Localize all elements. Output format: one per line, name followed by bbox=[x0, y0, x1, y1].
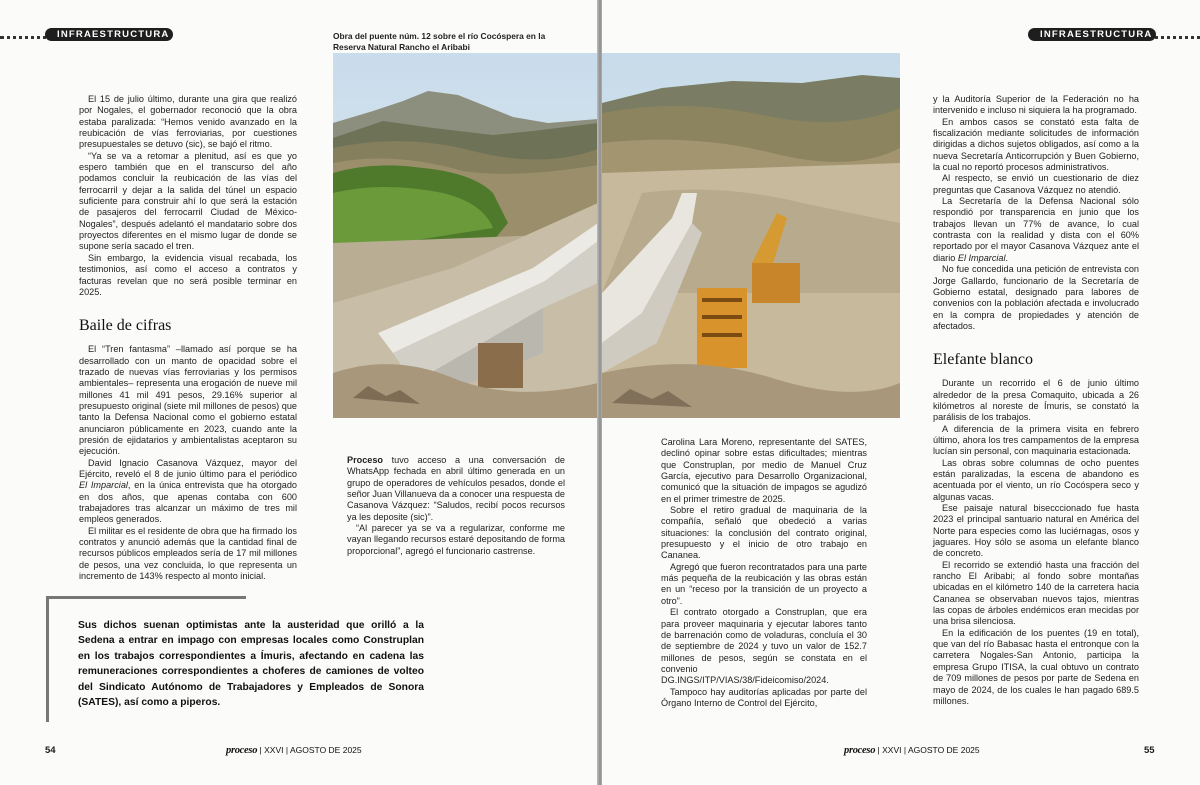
paragraph: En ambos casos se constató esta falta de fiscalización mediante solicitudes de información dirigidas a dichos sujetos obligados, así como a la nueva Secretaría Anticorrupción y Buen Gobierno, la cual no reportó procesos administrativos. bbox=[933, 116, 1139, 173]
page-number: 55 bbox=[1144, 745, 1155, 756]
section-dots bbox=[1148, 36, 1200, 39]
footer-issue: XXVI bbox=[264, 745, 284, 755]
paragraph: El militar es el residente de obra que ha firmado los contratos y anunció además que la cantidad final de recursos públicos empleados sería de 17 mil millones de pesos, una vez concluida, lo que representa un incremento de 143% respecto al monto inicial. bbox=[79, 525, 297, 582]
paragraph bbox=[79, 458, 297, 526]
publication-name: El Imparcial bbox=[79, 480, 128, 491]
paragraph bbox=[933, 196, 1139, 264]
pull-quote-frame bbox=[46, 596, 246, 599]
paragraph: Sin embargo, la evidencia visual recabada, los testimonios, así como el acceso a contratos y facturas revelan que no será posible terminar en 2025. bbox=[79, 252, 297, 297]
section-tag: INFRAESTRUCTURA bbox=[1028, 28, 1156, 41]
pull-quote-text: Sus dichos suenan optimistas ante la austeridad que orilló a la Sedena a entrar en impago con empresas locales como Construplan en los trabajos correspondientes a Ímuris, afectando en cadena las remuneraciones correspondientes a choferes de camiones de volteo del Sindicato Autónomo de Trabajadores y Empleados de Sonora (SATES), así como a piperos. bbox=[78, 620, 424, 709]
left-column-2 bbox=[347, 455, 565, 557]
left-page bbox=[0, 0, 598, 785]
right-column-2 bbox=[933, 94, 1139, 707]
paragraph: “Ya se va a retomar a plenitud, así es que yo espero también que en el transcurso del año podamos concluir la reubicación de las vías del ferrocarril y dejar a la salida del túnel un espacio suficiente para construir ahí lo que será la estación de pasajeros del ferrocarril Ciudad de México-Nogales”, después adelantó el mandatario sobre dos proyectos diferentes en el mismo lugar de donde se supone sería sacado el tren. bbox=[79, 150, 297, 252]
paragraph bbox=[347, 455, 565, 523]
text-run: . bbox=[1005, 252, 1009, 263]
bridge-photo-left bbox=[333, 53, 598, 418]
paragraph: y la Auditoría Superior de la Federación no ha intervenido e incluso ni siquiera la ha programado. bbox=[933, 94, 1139, 116]
paragraph: Sobre el retiro gradual de maquinaria de la compañía, señaló que obedeció a varias situaciones: la conclusión del contrato original, presupuesto y el inicio de otro trabajo en Cananea. bbox=[661, 505, 867, 561]
paragraph: En la edificación de los puentes (19 en total), que van del río Babasac hasta el entronque con la carretera Nogales-San Antonio, participa la empresa Grupo ITISA, la cual obtuvo un contrato de 709 millones de pesos por parte de Sedena en mayo de 2024, de los cuales le han pagado 689.5 millones. bbox=[933, 627, 1139, 706]
paragraph: Agregó que fueron recontratados para una parte más pequeña de la reubicación y las obras están en un “receso por la transición de un proyecto a otro”. bbox=[661, 561, 867, 606]
footer-brand: proceso bbox=[844, 745, 876, 756]
paragraph: Ese paisaje natural bisecccionado fue hasta 2023 el principal santuario natural en América del Norte para especies como las luciérnagas, osos y jaguares. Hoy sólo se asoma un elefante blanco de concreto. bbox=[933, 503, 1139, 559]
pull-quote-frame bbox=[46, 596, 49, 722]
footer-date: AGOSTO DE 2025 bbox=[907, 745, 980, 755]
footer-issue: XXVI bbox=[882, 745, 902, 755]
text-run: David Ignacio Casanova Vázquez, mayor del Ejército, reveló el 8 de junio último para el periódico bbox=[79, 457, 297, 479]
text-run: , en la única entrevista que ha otorgado en dos años, que apenas contaba con 600 trabajadores tras alcanzar un máximo de tres mil empleos generados. bbox=[79, 480, 297, 525]
paragraph: El “Tren fantasma” –llamado así porque se ha desarrollado con un manto de opacidad sobre el trazado de nuevas vías ferroviarias y los permisos ambientales– representa una erogación de nueve mil millones 41 mil 491 pesos, 29.16% superior al presupuesto original (siete mil millones de pesos) que tanto la Defensa Nacional como el gobierno estatal anunciaron públicamente en 2023, cuando ante la presión de ejidatarios y ambientalistas aceptaron su ejecución. bbox=[79, 344, 297, 457]
left-column-1 bbox=[79, 94, 297, 582]
bridge-photo-left-image bbox=[333, 53, 598, 418]
publication-name: El Imparcial bbox=[957, 252, 1006, 263]
section-heading: Elefante blanco bbox=[933, 351, 1033, 369]
text-run: tuvo acceso a una conversación de WhatsApp fechada en abril último generada en un grupo de operadores de vehículos pesados, donde el señor Juan Villanueva da a conocer una respuesta de Casanova Vázquez: “Saludos, recibí pocos recursos ya les deposite (sic)”. bbox=[347, 455, 565, 522]
paragraph: Tampoco hay auditorías aplicadas por parte del Órgano Interno de Control del Ejército, bbox=[661, 686, 867, 708]
bridge-photo-right bbox=[602, 53, 900, 418]
paragraph: “Al parecer ya se va a regularizar, conforme me vayan llegando recursos estaré depositando de forma proporcional”, agregó el funcionario castrense. bbox=[347, 523, 565, 556]
page-footer: proceso | XXVI | AGOSTO DE 2025 bbox=[844, 745, 980, 756]
section-tag: INFRAESTRUCTURA bbox=[45, 28, 173, 41]
footer-date: AGOSTO DE 2025 bbox=[289, 745, 362, 755]
text-run: La Secretaría de la Defensa Nacional sólo respondió por transparencia en junio que los trabajos llevan un 77% de avance, lo cual contrasta con la realidad y dista con el 60% reportado por el mayor Casanova Vázquez ante el diario bbox=[933, 196, 1139, 263]
paragraph: Durante un recorrido el 6 de junio último alrededor de la presa Comaquito, ubicada a 26 kilómetros al noreste de Ímuris, se constató la parálisis de los trabajos. bbox=[933, 378, 1139, 423]
paragraph: El recorrido se extendió hasta una fracción del rancho El Aribabi; al fondo sobre montañas ubicadas en el kilómetro 140 de la carretera hacia Cananea se observaban nuevos tajos, mientras las copas de árboles endémicos eran mecidas por una brisa silenciosa. bbox=[933, 559, 1139, 627]
page-footer: proceso | XXVI | AGOSTO DE 2025 bbox=[226, 745, 362, 756]
magazine-name: Proceso bbox=[347, 455, 384, 465]
paragraph: A diferencia de la primera visita en febrero último, ahora los tres campamentos de la empresa lucían sin personal, con maquinaria estacionada. bbox=[933, 423, 1139, 457]
photo-caption: Obra del puente núm. 12 sobre el río Cocóspera en la Reserva Natural Rancho el Aribabi bbox=[333, 31, 546, 52]
footer-brand: proceso bbox=[226, 745, 258, 756]
paragraph: El contrato otorgado a Construplan, que era para proveer maquinaria y ejecutar labores tanto de barrenación como de voladuras, concluía el 30 de septiembre de 2024 y tuvo un valor de 152.7 millones de pesos, según se constata en el convenio DG.INGS/ITP/VIAS/38/Fideicomiso/2024. bbox=[661, 607, 867, 686]
section-heading: Baile de cifras bbox=[79, 317, 172, 335]
pull-quote bbox=[46, 596, 426, 722]
paragraph: No fue concedida una petición de entrevista con Jorge Gallardo, funcionario de la Secretaría de Gobierno estatal, designado para labores de convenios con la población afectada e involucrado en la compra de propiedades y atención de afectados. bbox=[933, 264, 1139, 331]
right-column-1 bbox=[661, 437, 867, 709]
paragraph: Carolina Lara Moreno, representante del SATES, declinó opinar sobre estas dificultades; mientras que Construplan, por medio de Manuel Cruz García, ejecutivo para Desarrollo Organizacional, comunicó que la situación de impagos se agudizó en el primer trimestre de 2025. bbox=[661, 437, 867, 504]
right-page bbox=[602, 0, 1200, 785]
paragraph: El 15 de julio último, durante una gira que realizó por Nogales, el gobernador reconoció que la obra estaba paralizada: “Hemos venido avanzado en la reubicación de vías ferroviarias, por cuestiones presupuestales se detuvo (sic), se bajó el ritmo. bbox=[79, 94, 297, 150]
page-number: 54 bbox=[45, 745, 56, 756]
paragraph: Al respecto, se envió un cuestionario de diez preguntas que Casanova Vázquez no atendió. bbox=[933, 173, 1139, 195]
paragraph: Las obras sobre columnas de ocho puentes están paralizadas, la escena de abandono es acentuada por el viento, un río Cocóspera seco y algunas vacas. bbox=[933, 457, 1139, 502]
bridge-photo-right-image bbox=[602, 53, 900, 418]
